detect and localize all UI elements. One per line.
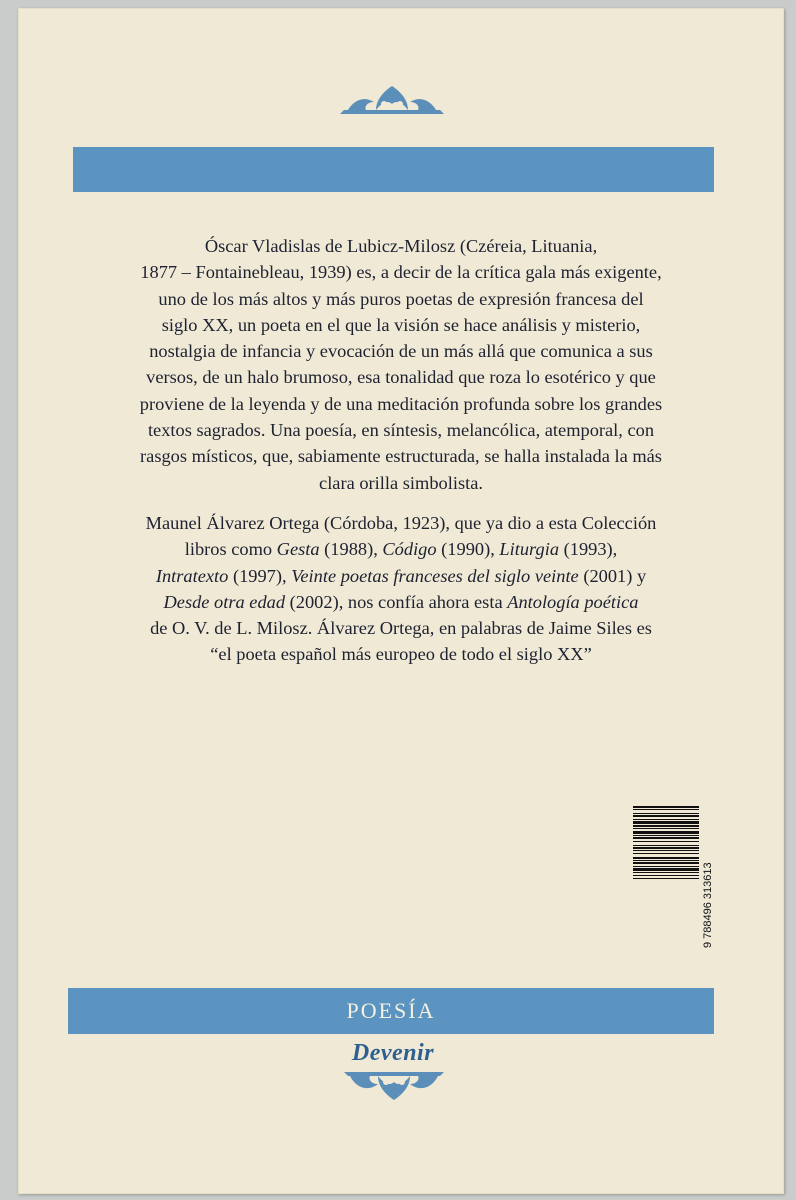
barcode-digits: 9 788496 313613	[702, 862, 714, 948]
translator-description	[76, 510, 726, 668]
text-line: textos sagrados. Una poesía, en síntesis, melancólica, atemporal, con	[147, 420, 655, 441]
text-line: proviene de la leyenda y de una meditación profunda sobre los grandes	[139, 393, 663, 414]
text-line: nostalgia de infancia y evocación de un más allá que comunica a sus	[149, 341, 653, 362]
text-line: de O. V. de L. Milosz. Álvarez Ortega, en palabras de Jaime Siles es	[150, 618, 652, 639]
text-line: Óscar Vladislas de Lubicz-Milosz (Czéreia, Lituania,	[204, 236, 598, 256]
text-line: Desde otra edad (2002), nos confía ahora esta Antología poética	[163, 591, 639, 612]
top-color-band	[73, 147, 714, 192]
text-line: Maunel Álvarez Ortega (Córdoba, 1923), que ya dio a esta Colección	[145, 513, 657, 533]
series-label: POESÍA	[346, 998, 436, 1023]
ornament-bottom-icon	[344, 1068, 444, 1102]
text-line: Intratexto (1997), Veinte poetas franceses del siglo veinte (2001) y	[155, 565, 647, 586]
text-line: siglo XX, un poeta en el que la visión se hace análisis y misterio,	[161, 314, 641, 335]
text-line: versos, de un halo brumoso, esa tonalidad que roza lo esotérico y que	[146, 367, 656, 388]
back-cover	[18, 8, 784, 1194]
publisher-logo: Devenir	[351, 1040, 435, 1066]
author-description	[76, 233, 726, 496]
text-line: libros como Gesta (1988), Código (1990), Liturgia (1993),	[184, 539, 618, 560]
text-line: clara orilla simbolista.	[319, 472, 483, 493]
ornament-top-icon	[340, 80, 444, 118]
barcode	[633, 804, 715, 949]
text-line: rasgos místicos, que, sabiamente estructurada, se halla instalada la más	[140, 446, 662, 467]
text-line: 1877 – Fontainebleau, 1939) es, a decir de la crítica gala más exigente,	[140, 262, 662, 283]
text-line: “el poeta español más europeo de todo el siglo XX”	[210, 644, 592, 665]
series-band	[68, 988, 714, 1034]
text-line: uno de los más altos y más puros poetas de expresión francesa del	[158, 288, 644, 309]
